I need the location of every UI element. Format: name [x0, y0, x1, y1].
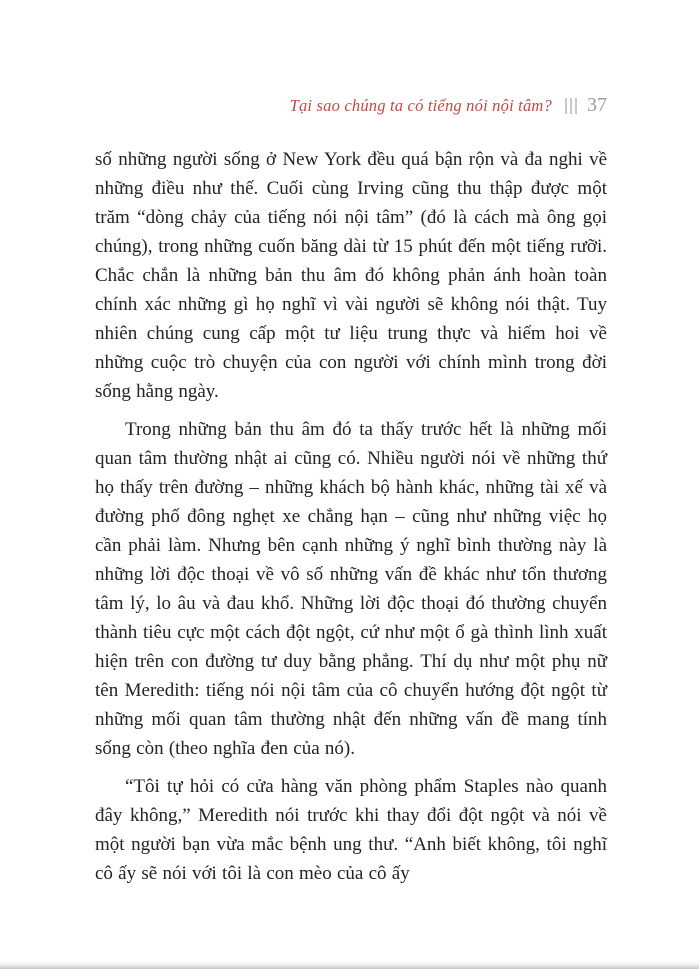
page-bottom-edge-shadow [0, 961, 699, 969]
body-paragraph-1: số những người sống ở New York đều quá bận rộn và đa nghi về những điều như thế. Cuối cùng Irving cũng thu thập được một trăm “dòng chảy của tiếng nói nội tâm” (đó là cách mà ông gọi chúng), trong những cuốn băng dài từ 15 phút đến một tiếng rưỡi. Chắc chắn là những bản thu âm đó không phản ánh hoàn toàn chính xác những gì họ nghĩ vì vài người sẽ không nói thật. Tuy nhiên chúng cung cấp một tư liệu trung thực và hiếm hoi về những cuộc trò chuyện của con người với chính mình trong đời sống hằng ngày. [95, 149, 607, 402]
running-head-title: Tại sao chúng ta có tiếng nói nội tâm? [289, 95, 552, 115]
page-number: 37 [587, 94, 607, 116]
triple-bars-icon [565, 98, 577, 114]
body-paragraph-3: “Tôi tự hỏi có cửa hàng văn phòng phẩm Staples nào quanh đây không,” Meredith nói trước khi thay đổi đột ngột và nói về một người bạn vừa mắc bệnh ung thư. “Anh biết không, tôi nghĩ cô ấy sẽ nói với tôi là con mèo của cô ấy [95, 776, 607, 884]
page-header [95, 94, 607, 117]
body-paragraph-2: Trong những bản thu âm đó ta thấy trước hết là những mối quan tâm thường nhật ai cũng có. Nhiều người nói về những thứ họ thấy trên đường – những khách bộ hành khác, những tài xế và đường phố đông nghẹt xe chẳng hạn – cũng như những việc họ cần phải làm. Nhưng bên cạnh những ý nghĩ bình thường này là những lời độc thoại về vô số những vấn đề khác như tổn thương tâm lý, lo âu và đau khổ. Những lời độc thoại đó thường chuyển thành tiêu cực một cách đột ngột, cứ như một ổ gà thình lình xuất hiện trên con đường tư duy bằng phẳng. Thí dụ như một phụ nữ tên Meredith: tiếng nói nội tâm của cô chuyển hướng đột ngột từ những mối quan tâm thường nhật đến những vấn đề mang tính sống còn (theo nghĩa đen của nó). [95, 419, 607, 759]
body-text [95, 145, 607, 888]
